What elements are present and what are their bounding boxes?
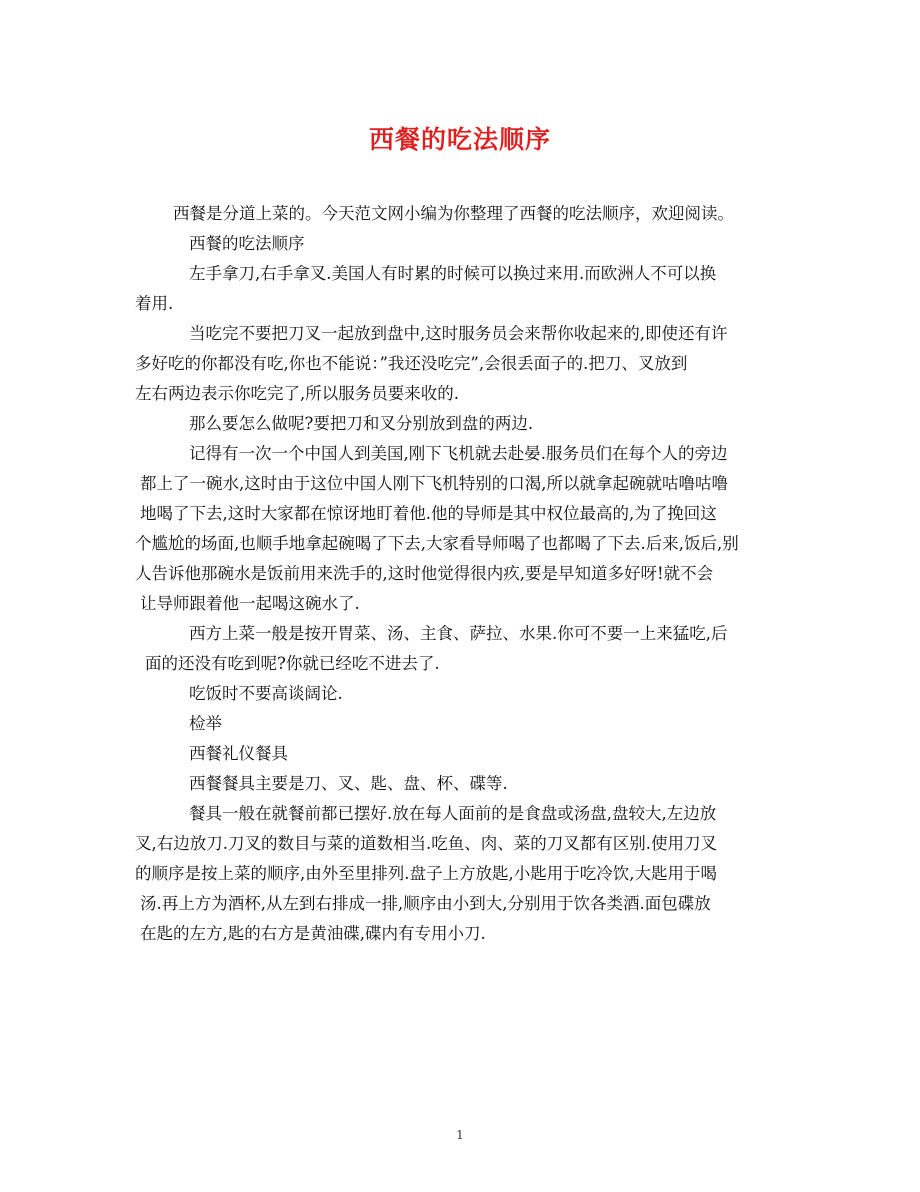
paragraph-line: 当吃完不要把刀叉一起放到盘中,这时服务员会来帮你收起来的,即使还有许	[189, 324, 728, 343]
paragraph-line: 叉,右边放刀.刀叉的数目与菜的道数相当.吃鱼、肉、菜的刀叉都有区别.使用刀叉	[135, 834, 717, 853]
section-heading: 西餐的吃法顺序	[189, 234, 305, 253]
paragraph-line: 人告诉他那碗水是饭前用来洗手的,这时他觉得很内疚,要是早知道多好呀!就不会	[135, 564, 714, 583]
paragraph-line: 汤.再上方为酒杯,从左到右排成一排,顺序由小到大,分别用于饮各类酒.面包碟放	[140, 894, 711, 913]
paragraph-line: 餐具一般在就餐前都已摆好.放在每人面前的是食盘或汤盘,盘较大,左边放	[189, 804, 717, 823]
paragraph-intro: 西餐是分道上菜的。今天范文网小编为你整理了西餐的吃法顺序，欢迎阅读。	[173, 204, 734, 223]
paragraph-line: 记得有一次一个中国人到美国,刚下飞机就去赴晏.服务员们在每个人的旁边	[189, 444, 728, 463]
document-body	[135, 199, 790, 949]
paragraph-line: 让导师跟着他一起喝这碗水了.	[140, 594, 360, 613]
document-title: 西餐的吃法顺序	[368, 125, 551, 154]
paragraph-line: 左右两边表示你吃完了,所以服务员要来收的.	[135, 384, 459, 403]
paragraph-line: 地喝了下去,这时大家都在惊讶地盯着他.他的导师是其中权位最高的,为了挽回这	[140, 504, 717, 523]
paragraph-line: 西餐餐具主要是刀、叉、匙、盘、杯、碟等.	[189, 774, 508, 793]
paragraph-line: 个尴尬的场面,也顺手地拿起碗喝了下去,大家看导师喝了也都喝了下去.后来,饭后,别	[135, 534, 739, 553]
section-heading: 西餐礼仪餐具	[189, 744, 288, 763]
paragraph-line: 左手拿刀,右手拿叉.美国人有时累的时候可以换过来用.而欧洲人不可以换	[189, 264, 717, 283]
paragraph-line: 面的还没有吃到呢?你就已经吃不进去了.	[145, 654, 440, 673]
paragraph-line: 在匙的左方,匙的右方是黄油碟,碟内有专用小刀.	[140, 924, 486, 943]
paragraph-line: 吃饭时不要高谈阔论.	[189, 684, 343, 703]
paragraph-line: 都上了一碗水,这时由于这位中国人刚下飞机特别的口渴,所以就拿起碗就咕噜咕噜	[140, 474, 728, 493]
paragraph-line: 那么要怎么做呢?要把刀和叉分别放到盘的两边.	[189, 414, 534, 433]
paragraph-line: 的顺序是按上菜的顺序,由外至里排列.盘子上方放匙,小匙用于吃冷饮,大匙用于喝	[135, 864, 717, 883]
page-number: 1	[456, 1128, 464, 1142]
paragraph-line: 检举	[189, 714, 222, 733]
paragraph-line: 西方上菜一般是按开胃菜、汤、主食、萨拉、水果.你可不要一上来猛吃,后	[189, 624, 728, 643]
paragraph-line: 多好吃的你都没有吃,你也不能说：”我还没吃完”,会很丢面子的.把刀、叉放到	[135, 354, 688, 373]
paragraph-line: 着用.	[135, 294, 174, 313]
